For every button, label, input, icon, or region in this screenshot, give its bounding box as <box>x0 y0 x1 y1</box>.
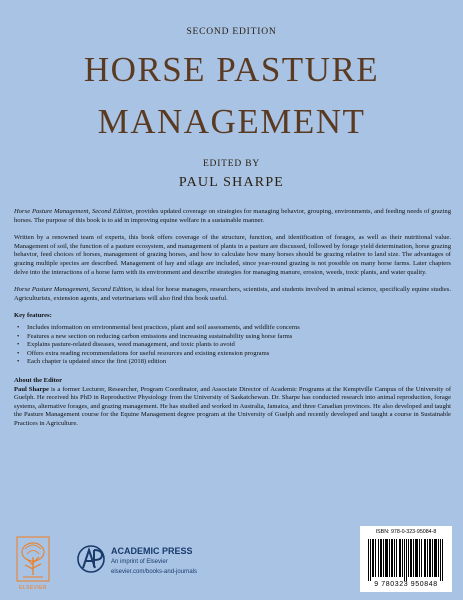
description-text: provides updated coverage on strategies for managing behavior, grouping, environments, and feeding needs of grazing horses. The purpose of this book is to aid in improving equine welfare in a sustainable manner. <box>14 208 451 224</box>
description-paragraph-3 <box>14 286 451 303</box>
description-paragraph-1 <box>14 208 451 225</box>
publisher-url[interactable]: elsevier.com/books-and-journals <box>111 569 198 575</box>
barcode-number: 9 780323 950848 <box>374 581 438 588</box>
editor-name: PAUL SHARPE <box>178 175 285 190</box>
imprint-label: An imprint of Elsevier <box>111 559 168 565</box>
about-editor-paragraph <box>14 386 451 429</box>
edition-label: SECOND EDITION <box>186 27 277 37</box>
barcode-icon <box>368 539 444 581</box>
isbn-label: ISBN: 978-0-323-95084-8 <box>375 529 437 535</box>
description-paragraph-2: Written by a renowned team of experts, this book offers coverage of the structure, function, and identification of forages, as well as their nutritional value. Management of soil, the function of a pasture ecosystem, and management of plants in a pasture are discussed, followed by forage yield determination, horse grazing behavior, feed choices of horses, management of grazing horses, and how to calculate how many horses should be grazing relative to land size. The advantages of grazing multiple species are described. Management of hay and silage are included, since year-round grazing is not possible on many horse farms. Later chapters delve into the interactions of a horse farm with its environment and describe strategies for managing manure, erosion, weeds, toxic plants, and water quality. <box>14 234 451 276</box>
book-title-line-2: MANAGEMENT <box>97 102 366 141</box>
edited-by-label: EDITED BY <box>202 159 261 169</box>
academic-press-logo-icon <box>76 543 106 575</box>
back-cover-text <box>14 208 451 437</box>
list-item: • Includes information on environmental best practices, plant and soil assessments, and wildlife concerns <box>14 324 451 333</box>
key-features-heading: Key features: <box>14 312 52 320</box>
about-editor-heading: About the Editor <box>14 376 62 384</box>
academic-press-name: ACADEMIC PRESS <box>111 546 193 556</box>
list-item: • Explains pasture-related diseases, weed management, and toxic plants to avoid <box>14 341 451 350</box>
list-item: • Offers extra reading recommendations for useful resources and existing extension programs <box>14 350 451 359</box>
book-title-italic: Horse Pasture Management, Second Edition, <box>14 208 134 215</box>
description-text: is ideal for horse managers, researchers, scientists, and students involved in animal science, specifically equine studies. Agriculturists, extension agents, and veterinarians will also find this book useful. <box>14 286 452 302</box>
list-item: • Each chapter is updated since the first (2018) edition <box>14 358 451 367</box>
elsevier-tree-logo-icon <box>15 535 51 583</box>
editor-name-bold: Paul Sharpe <box>14 385 49 393</box>
elsevier-wordmark: ELSEVIER <box>19 585 47 591</box>
list-item: • Features a new section on reducing carbon emissions and increasing sustainability using horse farms <box>14 333 451 342</box>
book-title-italic: Horse Pasture Management, Second Edition, <box>14 286 134 294</box>
about-editor-text: is a former Lecturer, Researcher, Program Coordinator, and Associate Director of Academic Programs at the Kemptville Campus of the University of Guelph. He received his PhD in Reproductive Physiology from the University of Saskatchewan. Dr. Sharpe has conducted research into animal reproduction, forage systems, alternative forages, and grazing management. He has studied and worked in Australia, Jamaica, and three Canadian provinces. He also developed and taught the Pasture Management course for the Equine Management degree program at the University of Guelph and recently developed and taught a course in Sustainable Practices in Agriculture. <box>14 385 452 427</box>
key-features-list <box>14 324 451 367</box>
isbn-barcode-block <box>360 526 452 592</box>
book-title-line-1: HORSE PASTURE <box>83 50 380 89</box>
